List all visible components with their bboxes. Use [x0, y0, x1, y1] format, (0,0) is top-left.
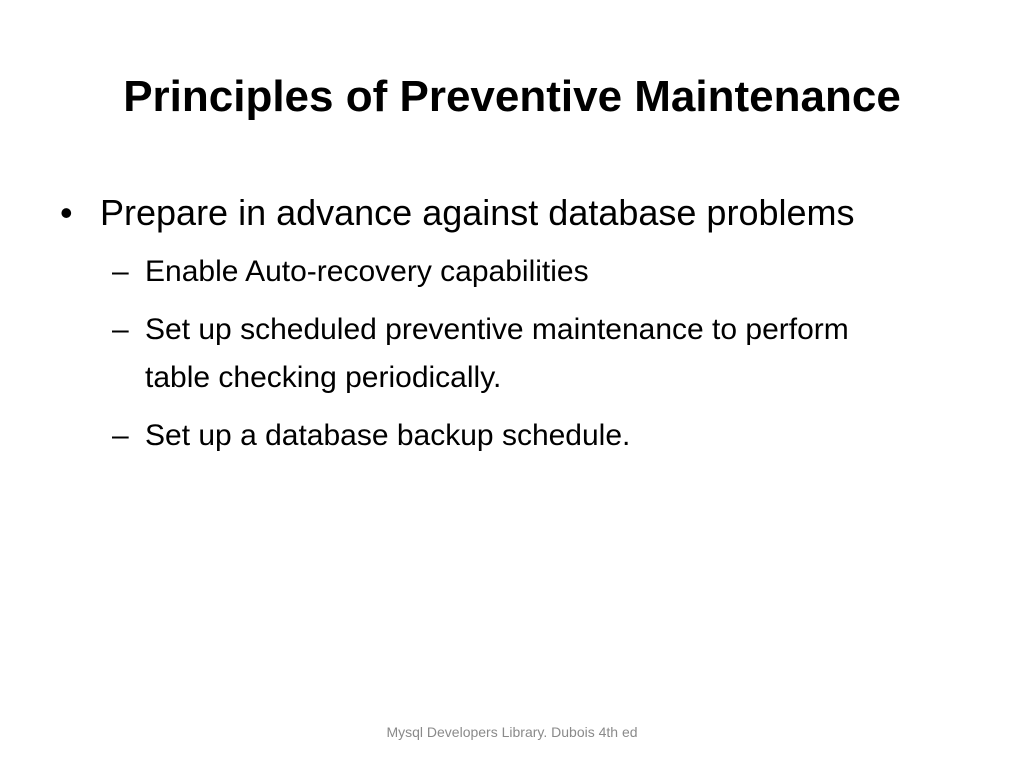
sub-bullet-text: Enable Auto-recovery capabilities	[145, 255, 589, 288]
dash-marker: –	[112, 313, 129, 346]
bullet-text: Prepare in advance against database problems	[100, 192, 855, 233]
slide-title: Principles of Preventive Maintenance	[123, 72, 901, 121]
sub-bullet-item	[60, 248, 905, 296]
dash-marker: –	[112, 419, 129, 452]
slide-footer: Mysql Developers Library. Dubois 4th ed	[386, 724, 638, 740]
sub-bullet-text: Set up scheduled preventive maintenance to perform table checking periodically.	[145, 313, 849, 394]
sub-bullet-text: Set up a database backup schedule.	[145, 419, 631, 452]
sub-bullet-item	[60, 412, 905, 460]
bullet-marker: •	[60, 192, 73, 233]
dash-marker: –	[112, 255, 129, 288]
sub-bullet-item	[60, 306, 905, 402]
sub-bullet-list	[60, 248, 980, 460]
slide-content	[60, 186, 980, 470]
bullet-item	[60, 186, 980, 240]
